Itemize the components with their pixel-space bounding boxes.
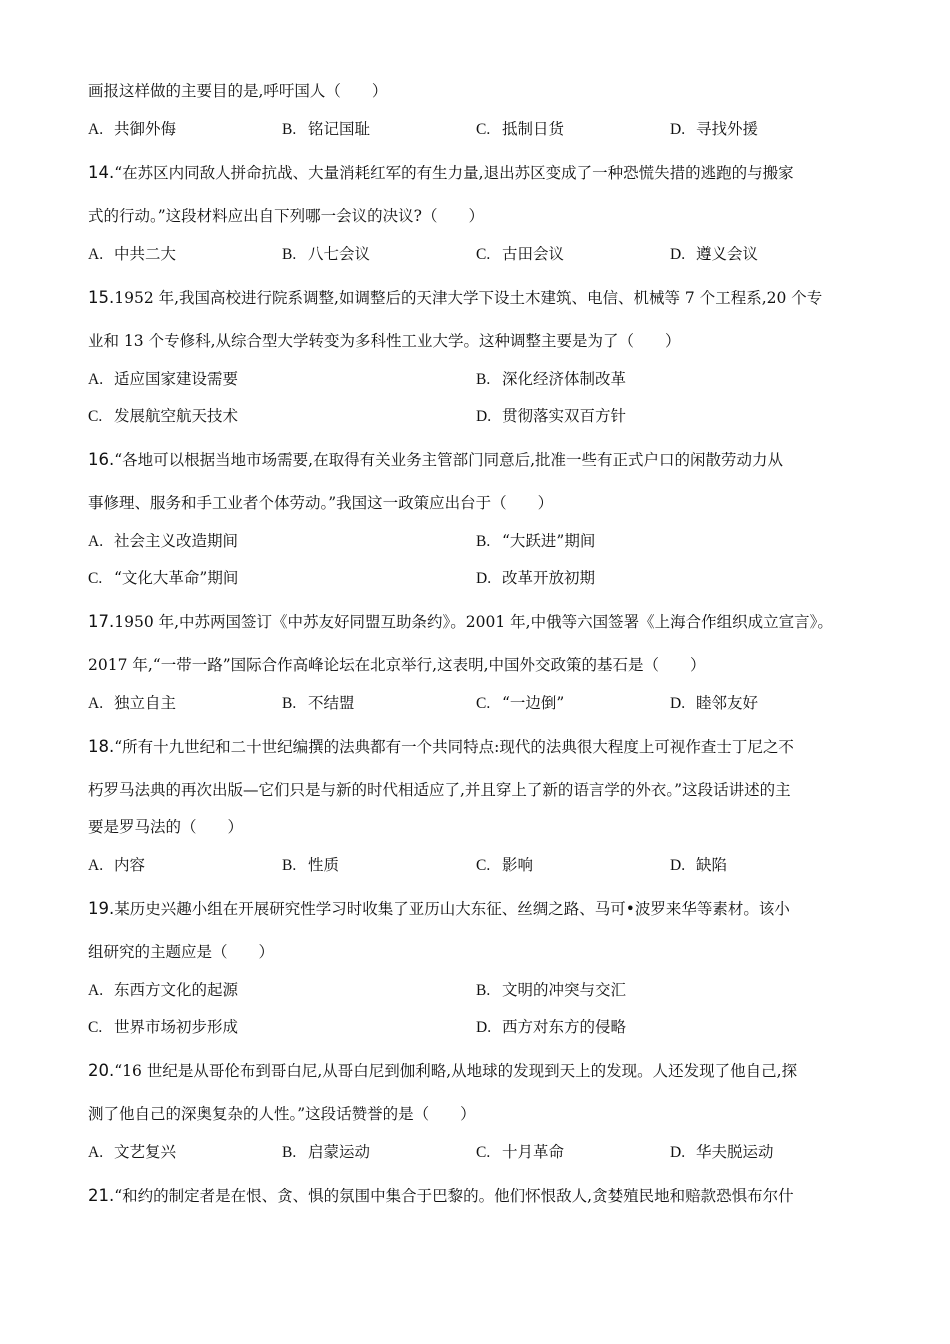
q18-option-b[interactable]: B. 性质 <box>282 856 340 874</box>
q16-option-b[interactable]: B. “大跃进”期间 <box>476 532 596 550</box>
q17-stem-line2: 2017 年,“一带一路”国际合作高峰论坛在北京举行,这表明,中国外交政策的基石是（ ） <box>88 656 706 674</box>
q16-stem-line1: 16.“各地可以根据当地市场需要,在取得有关业务主管部门同意后,批准一些有正式户口的闲散劳动力从 <box>88 450 784 469</box>
q14-option-a[interactable]: A. 中共二大 <box>88 245 177 263</box>
q16-option-c[interactable]: C. “文化大革命”期间 <box>88 569 239 587</box>
q20-stem-line1: 20.“16 世纪是从哥伦布到哥白尼,从哥白尼到伽利略,从地球的发现到天上的发现。人还发现了他自己,探 <box>88 1061 798 1080</box>
q14-option-b[interactable]: B. 八七会议 <box>282 245 371 263</box>
q13-stem-tail: 画报这样做的主要目的是,呼吁国人（ ） <box>88 82 388 100</box>
q19-stem-line1: 19.某历史兴趣小组在开展研究性学习时收集了亚历山大东征、丝绸之路、马可•波罗来华等素材。该小 <box>88 899 790 918</box>
q20-option-c[interactable]: C. 十月革命 <box>476 1143 565 1161</box>
q13-option-d[interactable]: D. 寻找外援 <box>670 120 759 138</box>
q14-number: 14. <box>88 163 115 182</box>
q14-stem-line2: 式的行动。”这段材料应出自下列哪一会议的决议?（ ） <box>88 207 484 225</box>
q18-option-c[interactable]: C. 影响 <box>476 856 534 874</box>
q15-option-b[interactable]: B. 深化经济体制改革 <box>476 370 627 388</box>
q14-option-d[interactable]: D. 遵义会议 <box>670 245 759 263</box>
q15-stem-line2: 业和 13 个专修科,从综合型大学转变为多科性工业大学。这种调整主要是为了（ ） <box>88 332 681 350</box>
q20-number: 20. <box>88 1061 115 1080</box>
q15-stem-line1: 15.1952 年,我国高校进行院系调整,如调整后的天津大学下设土木建筑、电信、机械等 7 个工程系,20 个专 <box>88 288 823 307</box>
q14-stem-line1: 14.“在苏区内同敌人拼命抗战、大量消耗红军的有生力量,退出苏区变成了一种恐慌失措的逃跑的与搬家 <box>88 163 794 182</box>
q18-number: 18. <box>88 737 115 756</box>
q21-number: 21. <box>88 1186 115 1205</box>
q15-option-d[interactable]: D. 贯彻落实双百方针 <box>476 407 627 425</box>
q17-option-a[interactable]: A. 独立自主 <box>88 694 177 712</box>
q16-stem-line2: 事修理、服务和手工业者个体劳动。”我国这一政策应出台于（ ） <box>88 494 554 512</box>
q16-option-d[interactable]: D. 改革开放初期 <box>476 569 596 587</box>
q16-number: 16. <box>88 450 115 469</box>
q19-stem-line2: 组研究的主题应是（ ） <box>88 943 275 961</box>
q20-option-b[interactable]: B. 启蒙运动 <box>282 1143 371 1161</box>
q16-option-a[interactable]: A. 社会主义改造期间 <box>88 532 239 550</box>
q20-option-a[interactable]: A. 文艺复兴 <box>88 1143 177 1161</box>
q13-option-c[interactable]: C. 抵制日货 <box>476 120 565 138</box>
q19-option-b[interactable]: B. 文明的冲突与交汇 <box>476 981 627 999</box>
q19-option-a[interactable]: A. 东西方文化的起源 <box>88 981 239 999</box>
q15-option-c[interactable]: C. 发展航空航天技术 <box>88 407 239 425</box>
q17-option-b[interactable]: B. 不结盟 <box>282 694 355 712</box>
q18-option-d[interactable]: D. 缺陷 <box>670 856 728 874</box>
q18-stem-line3: 要是罗马法的（ ） <box>88 818 244 836</box>
q19-option-c[interactable]: C. 世界市场初步形成 <box>88 1018 239 1036</box>
q18-stem-line1: 18.“所有十九世纪和二十世纪编撰的法典都有一个共同特点:现代的法典很大程度上可视作查士丁尼之不 <box>88 737 794 756</box>
q15-number: 15. <box>88 288 115 307</box>
q14-option-c[interactable]: C. 古田会议 <box>476 245 565 263</box>
q15-option-a[interactable]: A. 适应国家建设需要 <box>88 370 239 388</box>
q20-option-d[interactable]: D. 华夫脱运动 <box>670 1143 774 1161</box>
q21-stem-line1: 21.“和约的制定者是在恨、贪、惧的氛围中集合于巴黎的。他们怀恨敌人,贪婪殖民地和赔款恐惧布尔什 <box>88 1186 794 1205</box>
q20-stem-line2: 测了他自己的深奥复杂的人性。”这段话赞誉的是（ ） <box>88 1105 476 1123</box>
q17-option-d[interactable]: D. 睦邻友好 <box>670 694 759 712</box>
q17-stem-line1: 17.1950 年,中苏两国签订《中苏友好同盟互助条约》。2001 年,中俄等六国签署《上海合作组织成立宣言》。 <box>88 612 833 631</box>
q13-option-a[interactable]: A. 共御外侮 <box>88 120 177 138</box>
q18-stem-line2: 朽罗马法典的再次出版—它们只是与新的时代相适应了,并且穿上了新的语言学的外衣。”这段话讲述的主 <box>88 781 791 799</box>
q18-option-a[interactable]: A. 内容 <box>88 856 146 874</box>
q17-number: 17. <box>88 612 115 631</box>
q13-option-b[interactable]: B. 铭记国耻 <box>282 120 371 138</box>
q19-number: 19. <box>88 899 115 918</box>
q19-option-d[interactable]: D. 西方对东方的侵略 <box>476 1018 627 1036</box>
q17-option-c[interactable]: C. “一边倒” <box>476 694 565 712</box>
